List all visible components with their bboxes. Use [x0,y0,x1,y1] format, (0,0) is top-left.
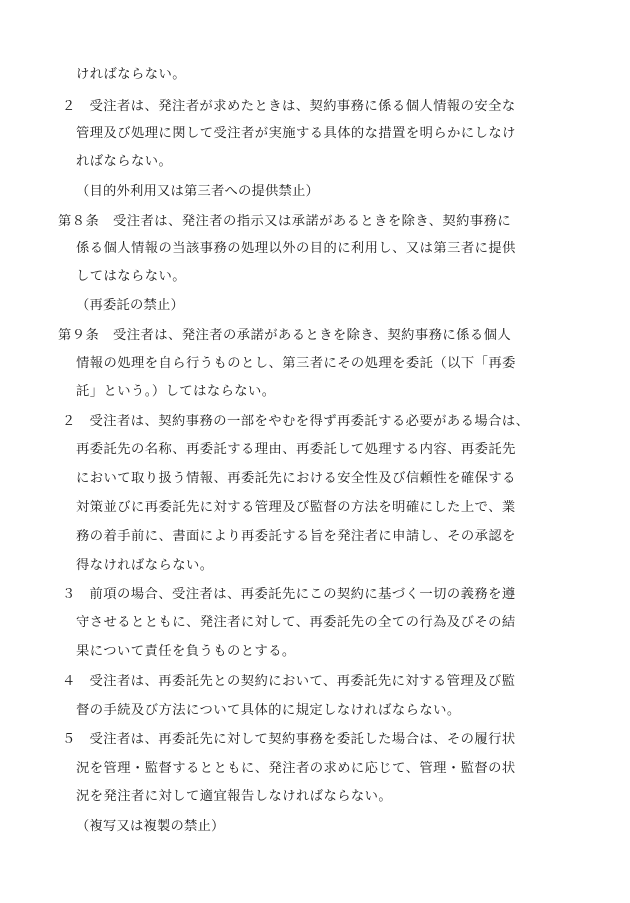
text-line: 況を管理・監督するとともに、発注者の求めに応じて、管理・監督の状 [76,761,516,776]
article-8-line: 第８条 受注者は、発注者の指示又は承諾があるときを除き、契約事務に [58,214,512,229]
text-line: 況を発注者に対して適宜報告しなければならない。 [76,789,393,804]
text-line: ければならない。 [76,67,186,82]
text-line: において取り扱う情報、再委託先における安全性及び信頼性を確保する [76,471,516,486]
text-line: してはならない。 [76,269,186,284]
clause-2-line: ２ 受注者は、発注者が求めたときは、契約事務に係る個人情報の安全な [62,99,516,114]
clause-3-line: ３ 前項の場合、受注者は、再委託先にこの契約に基づく一切の義務を遵 [62,587,516,602]
text-line: 管理及び処理に関して受注者が実施する具体的な措置を明らかにしなけ [76,126,516,141]
text-line: ればならない。 [76,154,173,169]
text-line: 係る個人情報の当該事務の処理以外の目的に利用し、又は第三者に提供 [76,241,516,256]
section-heading: （複写又は複製の禁止） [76,819,225,834]
text-line: 得なければならない。 [76,558,214,573]
text-line: 託」という。）してはならない。 [76,384,276,399]
clause-5-line: ５ 受注者は、再委託先に対して契約事務を委託した場合は、その履行状 [62,732,516,747]
article-9-line: 第９条 受注者は、発注者の承諾があるときを除き、契約事務に係る個人 [58,328,512,343]
clause-4-line: ４ 受注者は、再委託先との契約において、再委託先に対する管理及び監 [62,674,516,689]
text-line: 督の手続及び方法について具体的に規定しなければならない。 [76,703,461,718]
text-line: 果について責任を負うものとする。 [76,644,296,659]
text-line: 務の着手前に、書面により再委託する旨を発注者に申請し、その承認を [76,529,516,544]
text-line: 情報の処理を自ら行うものとし、第三者にその処理を委託（以下「再委 [76,356,516,371]
section-heading: （再委託の禁止） [76,298,184,313]
text-line: 再委託先の名称、再委託する理由、再委託して処理する内容、再委託先 [76,442,516,457]
clause-2-line: ２ 受注者は、契約事務の一部をやむを得ず再委託する必要がある場合は、 [62,414,530,429]
text-line: 対策並びに再委託先に対する管理及び監督の方法を明確にした上で、業 [76,500,516,515]
section-heading: （目的外利用又は第三者への提供禁止） [76,184,319,199]
text-line: 守させるとともに、発注者に対して、再委託先の全ての行為及びその結 [76,615,516,630]
